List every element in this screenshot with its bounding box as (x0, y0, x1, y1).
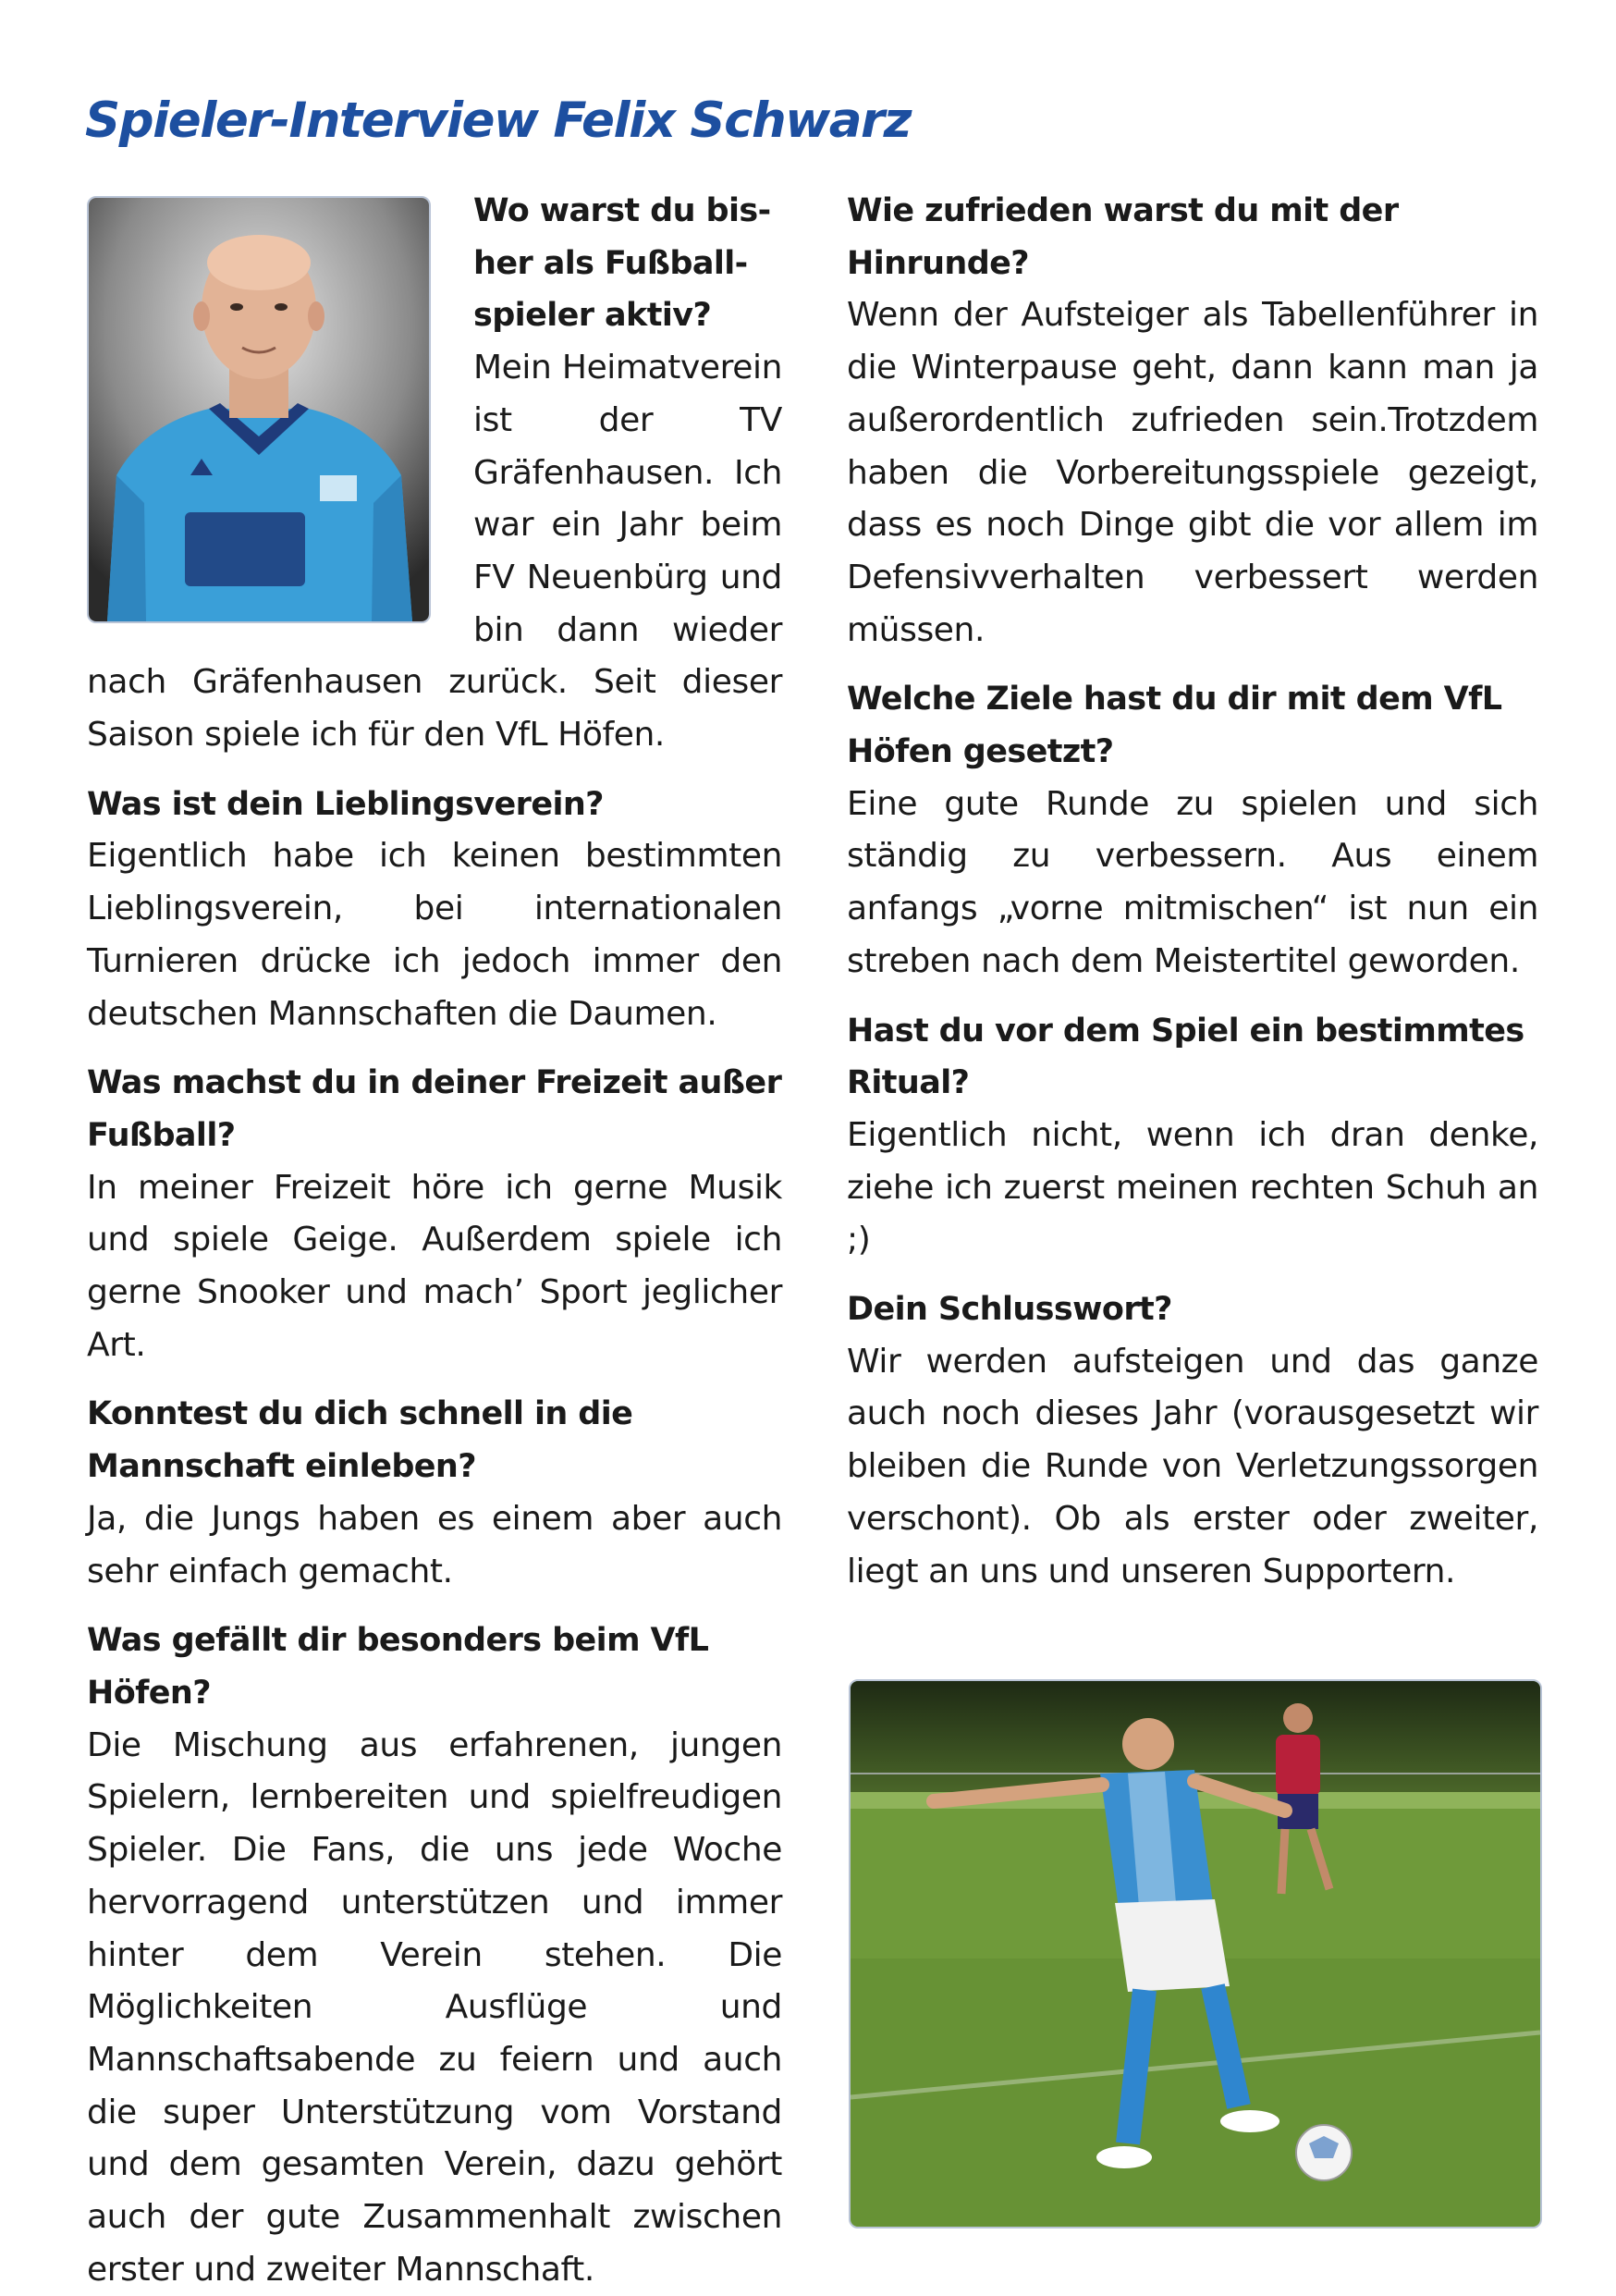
answer-ritual: Eigentlich nicht, wenn ich dran denke, ziehe ich zuerst meinen rechten Schuh an ;) (847, 1115, 1538, 1259)
question-likes-about-club: Was gefällt dir besonders beim VfL Höfen? (87, 1622, 709, 1712)
player-portrait-photo (87, 196, 431, 623)
question-closing-word: Dein Schlusswort? (847, 1291, 1172, 1329)
question-ritual: Hast du vor dem Spiel ein bestimmtes Ritual? (847, 1012, 1524, 1102)
answer-free-time: In meiner Freizeit höre ich gerne Musik und spiele Geige. Außerdem spiele ich gerne Snooker und mach’ Sport jeglicher Art. (87, 1168, 782, 1364)
question-first-half-season: Wie zufrieden warst du mit der Hinrunde? (847, 192, 1399, 282)
match-action-photo (849, 1679, 1542, 2228)
answer-career: Mein Heimatverein ist der TV Gräfenhausen. Ich war ein Jahr beim FV Neuenbürg und bin dann wieder nach Gräfenhausen zurück. Seit dieser Saison spiele ich für den VfL Höfen. (87, 349, 782, 755)
answer-goals: Eine gute Runde zu spielen und sich ständig zu verbessern. Aus einem anfangs „vorne mitmischen“ ist nun ein streben nach dem Meistertitel geworden. (847, 784, 1538, 980)
left-column (87, 185, 782, 2296)
question-favorite-club: Was ist dein Lieblingsverein? (87, 785, 604, 823)
question-settling-in: Konntest du dich schnell in die Mannschaft einleben? (87, 1395, 633, 1486)
question-career: Wo warst du bis-her als Fußball-spieler aktiv? (473, 192, 771, 335)
answer-first-half-season: Wenn der Aufsteiger als Tabellenführer in die Winterpause geht, dann kann man ja außerordentlich zufrieden sein.Trotzdem haben die Vorbereitungsspiele gezeigt, dass es noch Dinge gibt die vor allem im Defensivverhalten verbessert werden müssen. (847, 296, 1538, 649)
question-goals: Welche Ziele hast du dir mit dem VfL Höfen gesetzt? (847, 681, 1502, 771)
answer-likes-about-club: Die Mischung aus erfahrenen, jungen Spielern, lernbereiten und spielfreudigen Spieler. Die Fans, die uns jede Woche hervorragend unterstützen und immer hinter dem Verein stehen. Die Möglichkeiten Ausflüge und Mannschaftsabende zu feiern und auch die super Unterstützung vom Vorstand und dem gesamten Verein, dazu gehört auch der gute Zusammenhalt zwischen erster und zweiter Mannschaft. (87, 1725, 782, 2289)
answer-favorite-club: Eigentlich habe ich keinen bestimmten Lieblingsverein, bei internationalen Turnieren drücke ich jedoch immer den deutschen Mannschaften die Daumen. (87, 837, 782, 1033)
page-title: Spieler-Interview Felix Schwarz (85, 92, 911, 149)
answer-closing-word: Wir werden aufsteigen und das ganze auch noch dieses Jahr (vorausgesetzt wir bleiben die Runde von Verletzungssorgen verschont). Ob als erster oder zweiter, liegt an uns und unseren Supportern. (847, 1342, 1538, 1590)
answer-settling-in: Ja, die Jungs haben es einem aber auch sehr einfach gemacht. (87, 1499, 782, 1590)
question-free-time: Was machst du in deiner Freizeit außer Fußball? (87, 1064, 782, 1154)
portrait-wrapper (87, 196, 438, 629)
right-column (847, 185, 1538, 1598)
